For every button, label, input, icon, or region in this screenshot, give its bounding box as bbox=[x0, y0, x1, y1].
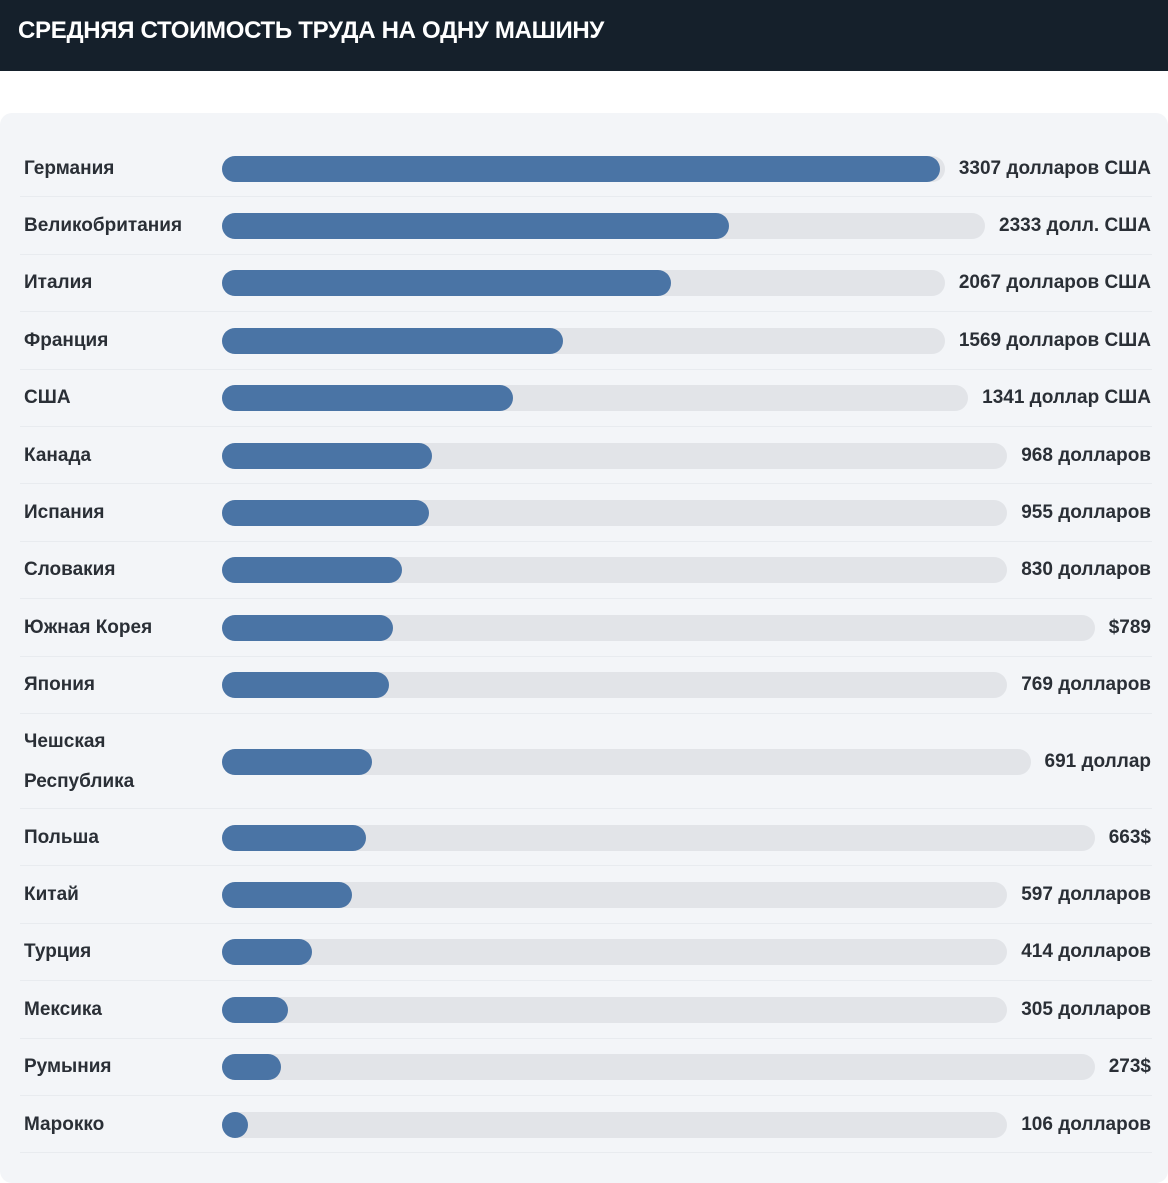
bar-track bbox=[222, 882, 1007, 908]
category-label: Франция bbox=[24, 329, 109, 351]
bar-track bbox=[222, 385, 968, 411]
bar bbox=[222, 213, 729, 239]
bar-row bbox=[0, 312, 1168, 369]
value-label: 1341 доллар США bbox=[982, 387, 1151, 409]
category-label: Испания bbox=[24, 502, 105, 524]
bar-track bbox=[222, 1112, 1007, 1138]
value-label: 691 доллар bbox=[1044, 750, 1151, 772]
value-label: 663$ bbox=[1108, 826, 1151, 848]
bar-track bbox=[222, 997, 1007, 1023]
bar-row bbox=[0, 484, 1168, 541]
bar bbox=[222, 997, 288, 1023]
value-label: 1569 долларов США bbox=[958, 329, 1151, 351]
bar bbox=[222, 1054, 281, 1080]
bar-row bbox=[0, 657, 1168, 714]
bar-row bbox=[0, 599, 1168, 656]
bar bbox=[222, 615, 393, 641]
bar-track bbox=[222, 500, 1007, 526]
bar-row bbox=[0, 981, 1168, 1038]
value-label: 305 долларов bbox=[1021, 998, 1151, 1020]
bar-row bbox=[0, 1039, 1168, 1096]
bar bbox=[222, 939, 312, 965]
bar-row bbox=[0, 1096, 1168, 1153]
bar bbox=[222, 270, 671, 296]
category-label: Румыния bbox=[24, 1056, 112, 1078]
value-label: 414 долларов bbox=[1021, 941, 1151, 963]
bar-track bbox=[222, 825, 1095, 851]
bar-row bbox=[0, 370, 1168, 427]
bar bbox=[222, 882, 352, 908]
bar-track bbox=[222, 156, 945, 182]
bar-row bbox=[0, 255, 1168, 312]
bar-track bbox=[222, 1054, 1095, 1080]
bar bbox=[222, 672, 389, 698]
chart-panel bbox=[0, 113, 1168, 1183]
value-label: 830 долларов bbox=[1021, 559, 1151, 581]
bar bbox=[222, 328, 563, 354]
bar-track bbox=[222, 672, 1007, 698]
category-label: Италия bbox=[24, 272, 93, 294]
bar-row bbox=[0, 924, 1168, 981]
bar-row bbox=[0, 427, 1168, 484]
bar-row bbox=[0, 866, 1168, 923]
bar-track bbox=[222, 615, 1095, 641]
category-label: США bbox=[24, 387, 71, 409]
category-label: Великобритания bbox=[24, 215, 183, 237]
category-label: Германия bbox=[24, 157, 115, 179]
bar-track bbox=[222, 939, 1007, 965]
bar bbox=[222, 500, 429, 526]
category-label: Мексика bbox=[24, 998, 102, 1020]
bar bbox=[222, 825, 366, 851]
bar-row bbox=[0, 197, 1168, 254]
value-label: 2333 долл. США bbox=[999, 215, 1151, 237]
row-divider bbox=[20, 1152, 1152, 1153]
bar bbox=[222, 156, 940, 182]
value-label: 968 долларов bbox=[1021, 444, 1151, 466]
bar bbox=[222, 557, 402, 583]
bar-track bbox=[222, 557, 1007, 583]
header-bar bbox=[0, 0, 1168, 71]
category-label: Япония bbox=[24, 674, 95, 696]
value-label: 597 долларов bbox=[1021, 884, 1151, 906]
value-label: 769 долларов bbox=[1021, 674, 1151, 696]
bar-row bbox=[0, 714, 1168, 809]
category-label: Чешская Республика bbox=[24, 730, 135, 792]
bar bbox=[222, 749, 372, 775]
value-label: 273$ bbox=[1108, 1056, 1151, 1078]
category-label: Южная Корея bbox=[24, 616, 153, 638]
bar-row bbox=[0, 140, 1168, 197]
category-label: Турция bbox=[24, 941, 92, 963]
value-label: 2067 долларов США bbox=[958, 272, 1151, 294]
category-label: Польша bbox=[24, 826, 99, 848]
page-title: СРЕДНЯЯ СТОИМОСТЬ ТРУДА НА ОДНУ МАШИНУ bbox=[18, 17, 605, 44]
category-label: Марокко bbox=[24, 1113, 105, 1135]
bar-track bbox=[222, 328, 945, 354]
value-label: $789 bbox=[1108, 616, 1151, 638]
bar-track bbox=[222, 213, 985, 239]
bar-track bbox=[222, 270, 945, 296]
bar bbox=[222, 385, 513, 411]
bar-track bbox=[222, 749, 1031, 775]
bar-row bbox=[0, 809, 1168, 866]
category-label: Словакия bbox=[24, 559, 116, 581]
value-label: 106 долларов bbox=[1021, 1113, 1151, 1135]
bar bbox=[222, 1112, 248, 1138]
category-label: Китай bbox=[24, 884, 79, 906]
bar-row bbox=[0, 542, 1168, 599]
category-label: Канада bbox=[24, 444, 92, 466]
value-label: 955 долларов bbox=[1021, 502, 1151, 524]
bar-track bbox=[222, 443, 1007, 469]
value-label: 3307 долларов США bbox=[958, 157, 1151, 179]
bar bbox=[222, 443, 432, 469]
